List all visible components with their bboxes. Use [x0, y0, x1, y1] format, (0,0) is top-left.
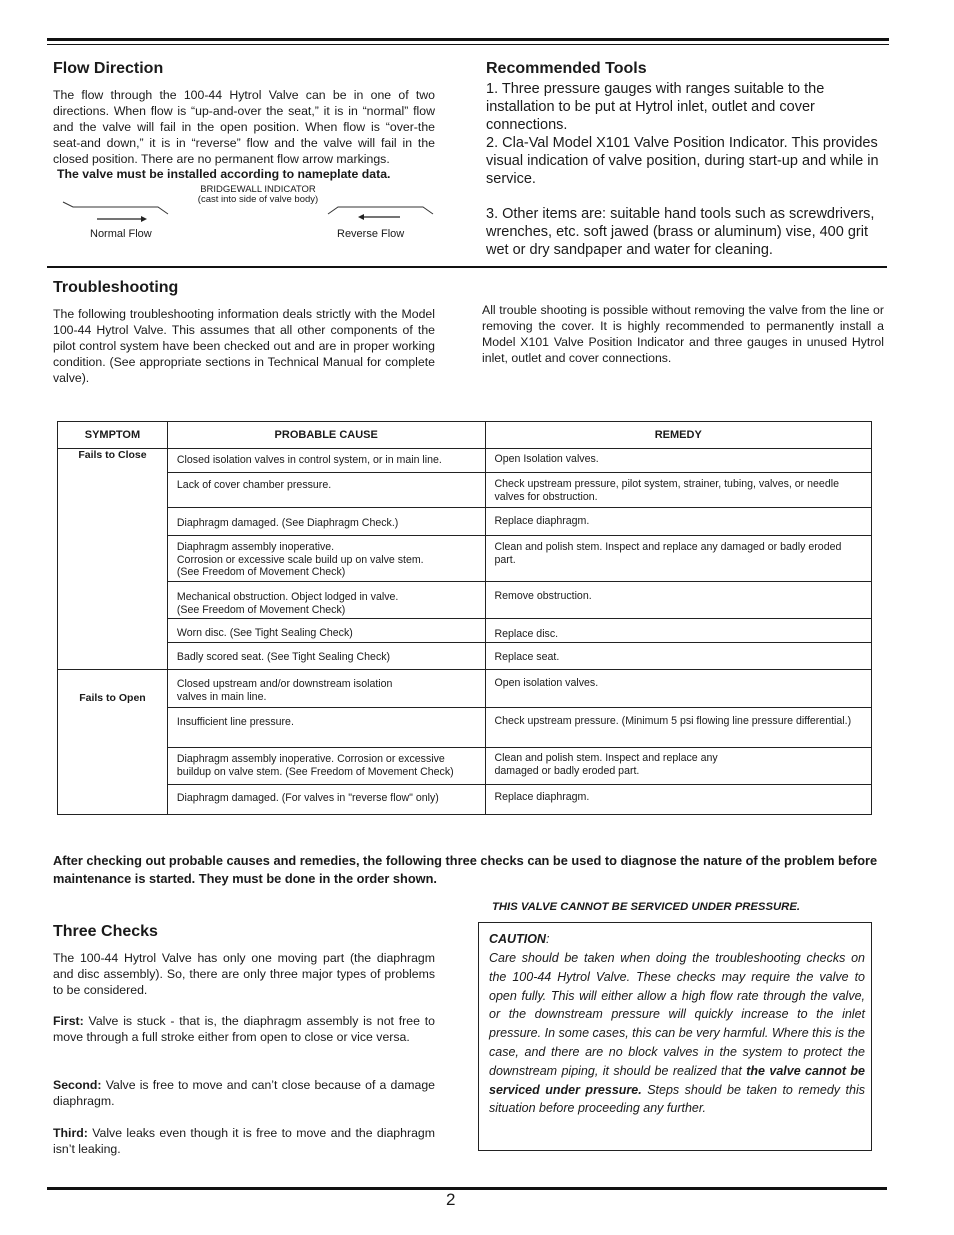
tools-item-1: 1. Three pressure gauges with ranges suitable to the installation to be put at Hytrol inlet, outlet and cover connections. [486, 81, 825, 133]
reverse-flow-label: Reverse Flow [337, 228, 405, 240]
after-checks-note: After checking out probable causes and remedies, the following three checks can be used to diagnose the nature of the problem before maintenance is started. They must be done in the order shown. [53, 853, 878, 886]
remedy-cell: Clean and polish stem. Inspect and replace any damaged or badly eroded part. [494, 541, 842, 566]
flow-direction-heading: Flow Direction [53, 60, 164, 77]
cause-cell: Diaphragm damaged. (See Diaphragm Check.) [176, 517, 399, 529]
check-second [53, 1077, 435, 1109]
check-first [53, 1013, 435, 1045]
check-third-label: Third: [53, 1126, 88, 1140]
check-third-text: Valve leaks even though it is free to move and the diaphragm isn’t leaking. [53, 1126, 435, 1156]
reverse-seat-line [328, 207, 433, 214]
bottom-rule [47, 1187, 887, 1190]
table-row [58, 643, 872, 670]
cause-cell: Closed isolation valves in control system, or in main line. [176, 454, 442, 466]
table-row [58, 473, 872, 508]
table-row [58, 708, 872, 748]
troubleshooting-table [57, 421, 872, 815]
normal-seat-line [63, 202, 168, 214]
troubleshooting-heading: Troubleshooting [53, 279, 179, 296]
remedy-cell: Replace seat. [494, 651, 560, 663]
caution-label: CAUTION [489, 932, 546, 946]
nameplate-note: The valve must be installed according to nameplate data. [57, 167, 391, 181]
symptom-fails-to-close: Fails to Close [58, 449, 168, 670]
tools-item-2: 2. Cla-Val Model X101 Valve Position Indicator. This provides visual indication of valve position, during start-up and while in service. [486, 135, 879, 187]
remedy-cell: Check upstream pressure. (Minimum 5 psi flowing line pressure differential.) [494, 715, 852, 727]
service-warning-header: THIS VALVE CANNOT BE SERVICED UNDER PRESSURE. [492, 901, 800, 913]
check-third [53, 1125, 435, 1157]
cause-cell: Diaphragm damaged. (For valves in "reverse flow" only) [176, 792, 439, 804]
troubleshooting-note: All trouble shooting is possible without removing the valve from the line or removing the cover. It is highly recommended to permanently install a Model X101 Valve Position Indicator and three gauges in unused Hytrol inlet, outlet and cover connections. [482, 303, 884, 365]
cause-cell: Closed upstream and/or downstream isolation valves in main line. [176, 678, 393, 703]
check-first-label: First: [53, 1014, 84, 1028]
symptom-header: SYMPTOM [58, 422, 168, 449]
reverse-flow-arrowhead-icon [358, 214, 364, 220]
three-checks-intro: The 100-44 Hytrol Valve has only one moving part (the diaphragm and disc assembly). So, there are only three major types of problems to be considered. [53, 951, 435, 997]
table-header-row [58, 422, 872, 449]
caution-body [489, 949, 865, 1118]
normal-flow-arrowhead-icon [141, 216, 147, 222]
remedy-cell: Replace disc. [494, 628, 559, 640]
check-first-text: Valve is stuck - that is, the diaphragm assembly is not free to move through a full stroke either from open to close or vice versa. [53, 1014, 435, 1044]
cause-cell: Mechanical obstruction. Object lodged in valve. (See Freedom of Movement Check) [176, 591, 399, 616]
table-row [58, 670, 872, 708]
remedy-cell: Check upstream pressure, pilot system, strainer, tubing, valves, or needle valves for obstruction. [494, 478, 839, 503]
table-row [58, 449, 872, 473]
troubleshooting-intro: The following troubleshooting information deals strictly with the Model 100-44 Hytrol Valve. This assumes that all other components of the pilot control system have been checked out and are in proper working condition. (See appropriate sections in Technical Manual for complete valve). [53, 307, 435, 385]
caution-box [478, 922, 872, 1151]
caution-body-b: Steps should be taken to remedy this situation before proceeding any further. [489, 1082, 865, 1116]
cause-cell: Insufficient line pressure. [176, 716, 294, 728]
table-row [58, 785, 872, 815]
table-row [58, 619, 872, 643]
flow-diagram-svg [53, 184, 443, 229]
remedy-cell: Open Isolation valves. [494, 453, 599, 465]
indicator-line-1: BRIDGEWALL INDICATOR [200, 184, 316, 195]
cause-cell: Diaphragm assembly inoperative. Corrosion or excessive buildup on valve stem. (See Freedom of Movement Check) [176, 753, 454, 778]
remedy-cell: Replace diaphragm. [494, 515, 590, 527]
top-rule-thin [47, 44, 889, 45]
flow-direction-text: The flow through the 100-44 Hytrol Valve can be in one of two directions. When flow is “up-and-over the seat,” it is in “normal” flow and the valve will fail in the open position. When flow is “over-the seat-and down,” it is in “reverse” flow and the valve will fail in the closed position. There are no permanent flow arrow markings. [53, 88, 435, 166]
symptom-fails-to-open: Fails to Open [58, 670, 168, 815]
table-row [58, 536, 872, 582]
three-checks-heading: Three Checks [53, 923, 158, 940]
flow-diagram [53, 184, 443, 244]
page-number: 2 [446, 1190, 456, 1209]
cause-header: PROBABLE CAUSE [167, 422, 485, 449]
remedy-cell: Replace diaphragm. [494, 791, 590, 803]
tools-item-3: 3. Other items are: suitable hand tools such as screwdrivers, wrenches, etc. soft jawed (brass or aluminum) vise, 400 grit wet or dry sandpaper and water for cleaning. [486, 206, 875, 258]
check-second-label: Second: [53, 1078, 102, 1092]
cause-cell: Diaphragm assembly inoperative. Corrosion or excessive scale build up on valve stem. (See Freedom of Movement Check) [176, 541, 424, 578]
section-rule [47, 266, 887, 268]
remedy-cell: Remove obstruction. [494, 590, 592, 602]
table-row [58, 748, 872, 785]
remedy-cell: Clean and polish stem. Inspect and replace any damaged or badly eroded part. [494, 752, 718, 777]
remedy-header: REMEDY [485, 422, 872, 449]
caution-colon: : [545, 932, 550, 946]
cause-cell: Worn disc. (See Tight Sealing Check) [176, 627, 353, 639]
check-second-text: Valve is free to move and can’t close because of a damage diaphragm. [53, 1078, 435, 1108]
top-rule [47, 38, 889, 41]
caution-body-a: Care should be taken when doing the troubleshooting checks on the 100-44 Hytrol Valve. These checks may require the valve to open fully. This will either allow a high flow rate through the valve, or the downstream pressure will quickly increase to the inlet pressure. In some cases, this can be very harmful. Where this is the case, and there are no block valves in the system to protect the downstream piping, it should be realized that [489, 951, 865, 1078]
caution-title [489, 932, 549, 946]
cause-cell: Badly scored seat. (See Tight Sealing Check) [176, 651, 391, 663]
remedy-cell: Open isolation valves. [494, 677, 599, 689]
indicator-line-2: (cast into side of valve body) [197, 193, 319, 205]
table-row [58, 508, 872, 536]
normal-flow-label: Normal Flow [90, 228, 152, 240]
recommended-tools-heading: Recommended Tools [486, 60, 647, 77]
cause-cell: Lack of cover chamber pressure. [176, 479, 332, 491]
table-row [58, 582, 872, 619]
caution-body-bold: the valve cannot be serviced under pressure. [489, 1063, 866, 1097]
